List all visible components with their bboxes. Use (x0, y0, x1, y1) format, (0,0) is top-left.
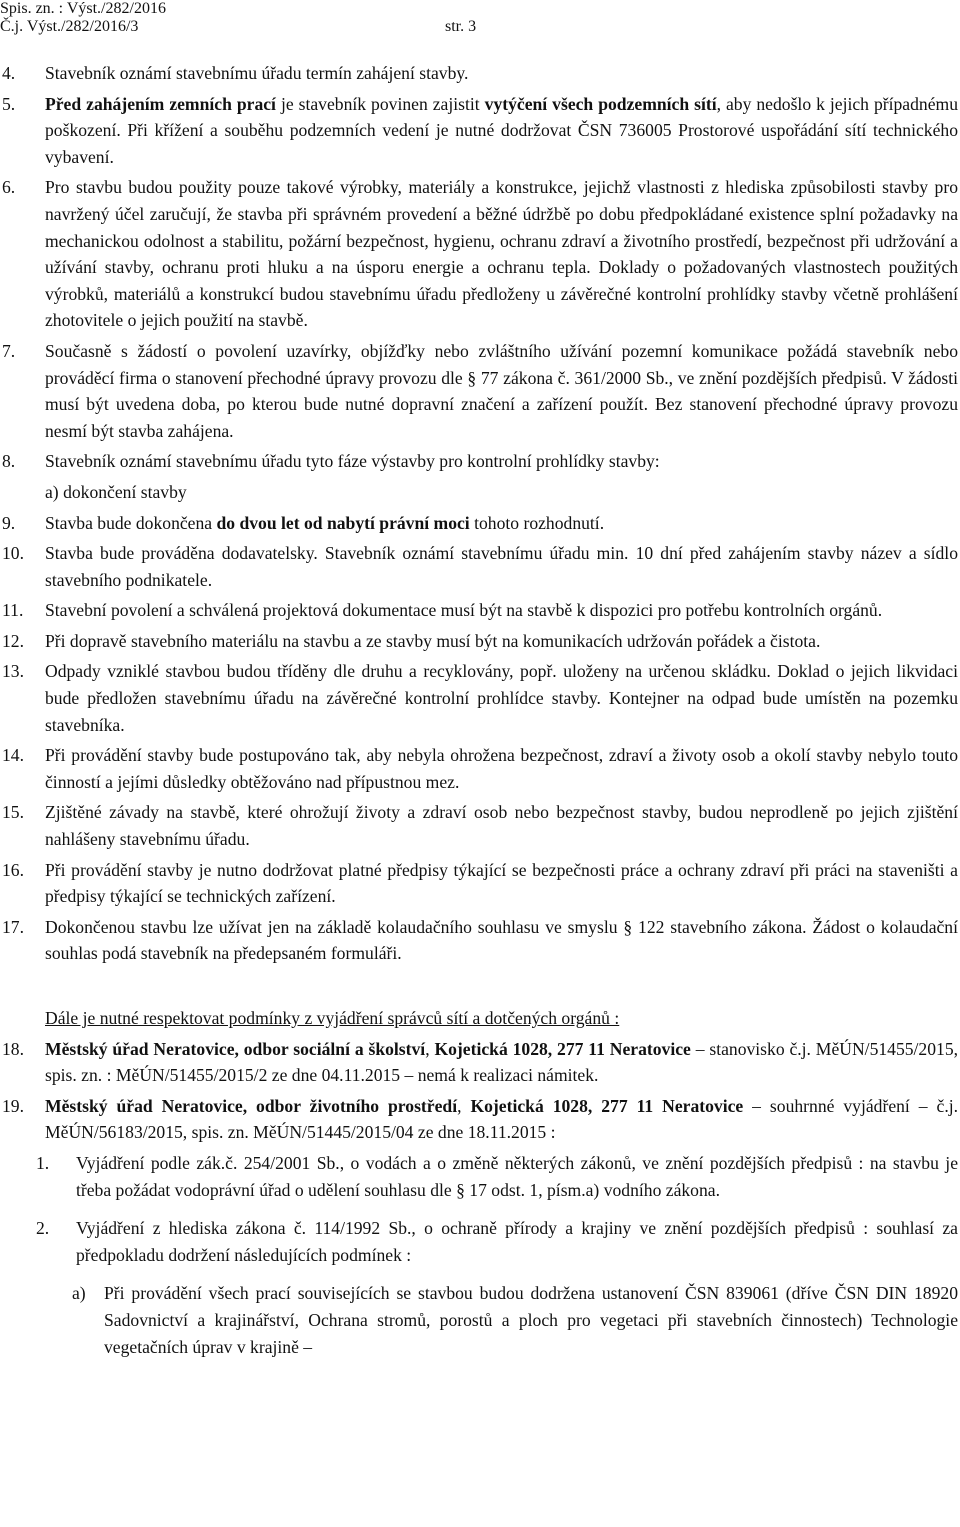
list-item (0, 448, 958, 475)
text-segment: tohoto rozhodnutí. (469, 512, 605, 533)
item-text (45, 1096, 958, 1143)
list-item (0, 658, 958, 738)
text-segment: Stavba bude dokončena (45, 512, 217, 533)
item-text (45, 543, 958, 590)
bold-text: Před zahájením zemních prací (45, 93, 276, 114)
item-text (45, 745, 958, 792)
item-number: 7. (2, 340, 16, 361)
item-number: 15. (2, 802, 24, 823)
sub-conditions-list (0, 1150, 958, 1360)
item-number: 8. (2, 451, 16, 472)
list-item (0, 597, 958, 624)
text-segment: Dokončenou stavbu lze užívat jen na základě kolaudačního souhlasu ve smyslu § 122 stavebního zákona. Žádost o kolaudační souhlas podá stavebník na předepsaném formuláři. (45, 916, 958, 964)
text-segment: – stanovisko č.j. MěÚN/51455/2015, spis. zn. : MěÚN/51455/2015/2 ze dne 04.11.2015 – nemá k realizaci námitek. (45, 1038, 959, 1086)
text-segment: Odpady vzniklé stavbou budou tříděny dle druhu a recyklovány, popř. uloženy na určenou skládku. Doklad o jejich likvidaci bude předložen stavebnímu úřadu na závěrečné kontrolní prohlídce stavby. Kontejner na odpad bude umístěn na pozemku stavebníka. (45, 661, 958, 735)
text-segment: , aby nedošlo k jejich případnému poškození. Při křížení a souběhu podzemních vedení je nutné dodržovat ČSN 736005 Prostorové uspořádání sítí technického vybavení. (45, 93, 958, 167)
list-item (0, 742, 958, 795)
section-gap (0, 971, 958, 1005)
item-subline: a) dokončení stavby (45, 481, 187, 502)
text-segment: Stavebník oznámí stavebnímu úřadu tyto fáze výstavby pro kontrolní prohlídky stavby: (45, 451, 660, 472)
item-text (45, 917, 958, 964)
sub-item-text: Vyjádření podle zák.č. 254/2001 Sb., o vodách a o změně některých zákonů, ve znění pozdějších předpisů : na stavbu je třeba požádat vodoprávní úřad o udělení souhlasu dle § 17 odst. 1, písm.a) vodního zákona. (76, 1152, 958, 1200)
list-item (0, 1036, 958, 1089)
text-segment: Pro stavbu budou použity pouze takové výrobky, materiály a konstrukce, jejichž vlastnosti z hlediska způsobilosti stavby pro navržený účel zaručují, že stavba při správném provedení a běžné údržbě po dobu předpokládané existence splní požadavky na mechanickou odolnost a stabilitu, požární bezpečnost, hygienu, ochranu zdraví a životního prostředí, bezpečnost při udržování a užívání stavby, ochranu proti hluku a na úsporu energie a ochranu tepla. Doklady o požadovaných vlastnostech použitých výrobků, materiálů a konstrukcí budou stavebnímu úřadu předloženy u závěrečné kontrolní prohlídky stavby včetně prohlášení zhotovitele o jejich použití na stavbě. (45, 177, 958, 331)
list-item (0, 540, 958, 593)
item-number: 6. (2, 177, 16, 198)
text-segment: Stavba bude prováděna dodavatelsky. Stavebník oznámí stavebnímu úřadu min. 10 dní před zahájením stavby název a sídlo stavebního podnikatele. (45, 543, 958, 590)
item-number: 17. (2, 916, 24, 937)
item-number: 4. (2, 63, 16, 83)
list-item (0, 60, 958, 87)
sub-item (0, 1150, 958, 1203)
item-text (45, 177, 958, 330)
item-number: 13. (2, 661, 24, 682)
list-item (0, 628, 958, 655)
sub-sub-item (0, 1280, 958, 1360)
network-conditions-list (0, 1036, 958, 1146)
text-segment: Stavebník oznámí stavebnímu úřadu termín zahájení stavby. (45, 63, 469, 83)
item-number: 11. (2, 600, 24, 621)
item-number: 16. (2, 859, 24, 880)
bold-text: Městský úřad Neratovice, odbor životního prostředí (45, 1095, 458, 1116)
item-text (45, 661, 958, 734)
item-text (45, 94, 958, 167)
text-segment: Zjištěné závady na stavbě, které ohrožují životy a zdraví osob nebo bezpečnost stavby, budou neprodleně po jejich zjištění nahlášeny stavebnímu úřadu. (45, 802, 958, 850)
list-item (0, 1093, 958, 1146)
sub-item-text: Vyjádření z hlediska zákona č. 114/1992 Sb., o ochraně přírody a krajiny ve znění pozdějších předpisů : souhlasí za předpokladu dodržení následujících podmínek : (76, 1218, 958, 1265)
bold-text: vytýčení všech podzemních sítí (484, 93, 717, 114)
item-number: 12. (2, 630, 24, 651)
text-segment: , (457, 1095, 471, 1116)
list-item (0, 857, 958, 910)
item-text (45, 63, 468, 83)
text-segment: Při dopravě stavebního materiálu na stavbu a ze stavby musí být na komunikacích udržován pořádek a čistota. (45, 630, 821, 651)
text-segment: – souhrnné vyjádření – č.j. MěÚN/56183/2015, spis. zn. MěÚN/51445/2015/04 ze dne 18.11.2015 : (45, 1095, 959, 1143)
text-segment: Při provádění stavby je nutno dodržovat platné předpisy týkající se bezpečnosti práce a ochrany zdraví při práci na staveništi a předpisy týkající se technických zařízení. (45, 859, 958, 907)
list-item (0, 799, 958, 852)
sub-sub-item-text: Při provádění všech prací souvisejících se stavbou budou dodržena ustanovení ČSN 839061 (dříve ČSN DIN 18920 Sadovnictví a krajinářství, Ochrana stromů, porostů a ploch pro vegetaci při stavebních činnostech) Technologie vegetačních úprav v krajině – (104, 1283, 958, 1357)
page-number: str. 3 (445, 18, 477, 35)
list-item (0, 914, 958, 967)
item-number: 14. (2, 745, 24, 766)
list-item (0, 510, 958, 537)
list-item (0, 338, 958, 444)
document-body (0, 60, 958, 1360)
text-segment: , (425, 1038, 435, 1059)
bold-text: Kojetická 1028, 277 11 Neratovice (434, 1038, 691, 1059)
item-text (45, 631, 820, 651)
list-item (0, 91, 958, 171)
conditions-list (0, 60, 958, 967)
list-item (0, 174, 958, 334)
item-text (45, 860, 958, 907)
document-header (0, 0, 477, 36)
bold-text: do dvou let od nabytí právní moci (216, 512, 470, 533)
item-number: 19. (2, 1095, 24, 1116)
sub-item-number: 2. (36, 1218, 50, 1239)
case-reference: Č.j. Výst./282/2016/3 (0, 18, 139, 35)
text-segment: Při provádění stavby bude postupováno tak, aby nebyla ohrožena bezpečnost, zdraví a životy osob a okolí stavby nebylo touto činností a jejími důsledky obtěžováno nad přípustnou mez. (45, 745, 958, 792)
sub-item-number: 1. (36, 1152, 50, 1173)
sub-sub-item-letter: a) (72, 1283, 86, 1304)
file-reference: Spis. zn. : Výst./282/2016 (0, 0, 166, 17)
text-segment: je stavebník povinen zajistit (275, 93, 485, 114)
section-intro: Dále je nutné respektovat podmínky z vyjádření správců sítí a dotčených orgánů : (45, 1008, 620, 1028)
text-segment: Současně s žádostí o povolení uzavírky, objížďky nebo zvláštního užívání pozemní komunikace požádá stavebník nebo prováděcí firma o stanovení přechodné úpravy provozu dle § 77 zákona č. 361/2000 Sb., ve znění pozdějších předpisů. V žádosti musí být uvedena doba, po kterou bude nutné dopravní značení a zařízení použít. Bez stanovení přechodné úpravy provozu nesmí být stavba zahájena. (45, 340, 958, 441)
item-number: 5. (2, 93, 16, 114)
text-segment: Stavební povolení a schválená projektová dokumentace musí být na stavbě k dispozici pro potřebu kontrolních orgánů. (45, 600, 883, 621)
bold-text: Městský úřad Neratovice, odbor sociální a školství (45, 1038, 426, 1059)
item-text (45, 1039, 958, 1086)
item-text (45, 513, 604, 533)
item-text (45, 600, 882, 620)
sub-item (0, 1215, 958, 1268)
item-number: 9. (2, 512, 16, 533)
item-text (45, 451, 660, 471)
item-text (45, 802, 958, 849)
item-text (45, 341, 958, 441)
item-number: 18. (2, 1038, 24, 1059)
item-number: 10. (2, 543, 24, 564)
bold-text: Kojetická 1028, 277 11 Neratovice (470, 1095, 744, 1116)
